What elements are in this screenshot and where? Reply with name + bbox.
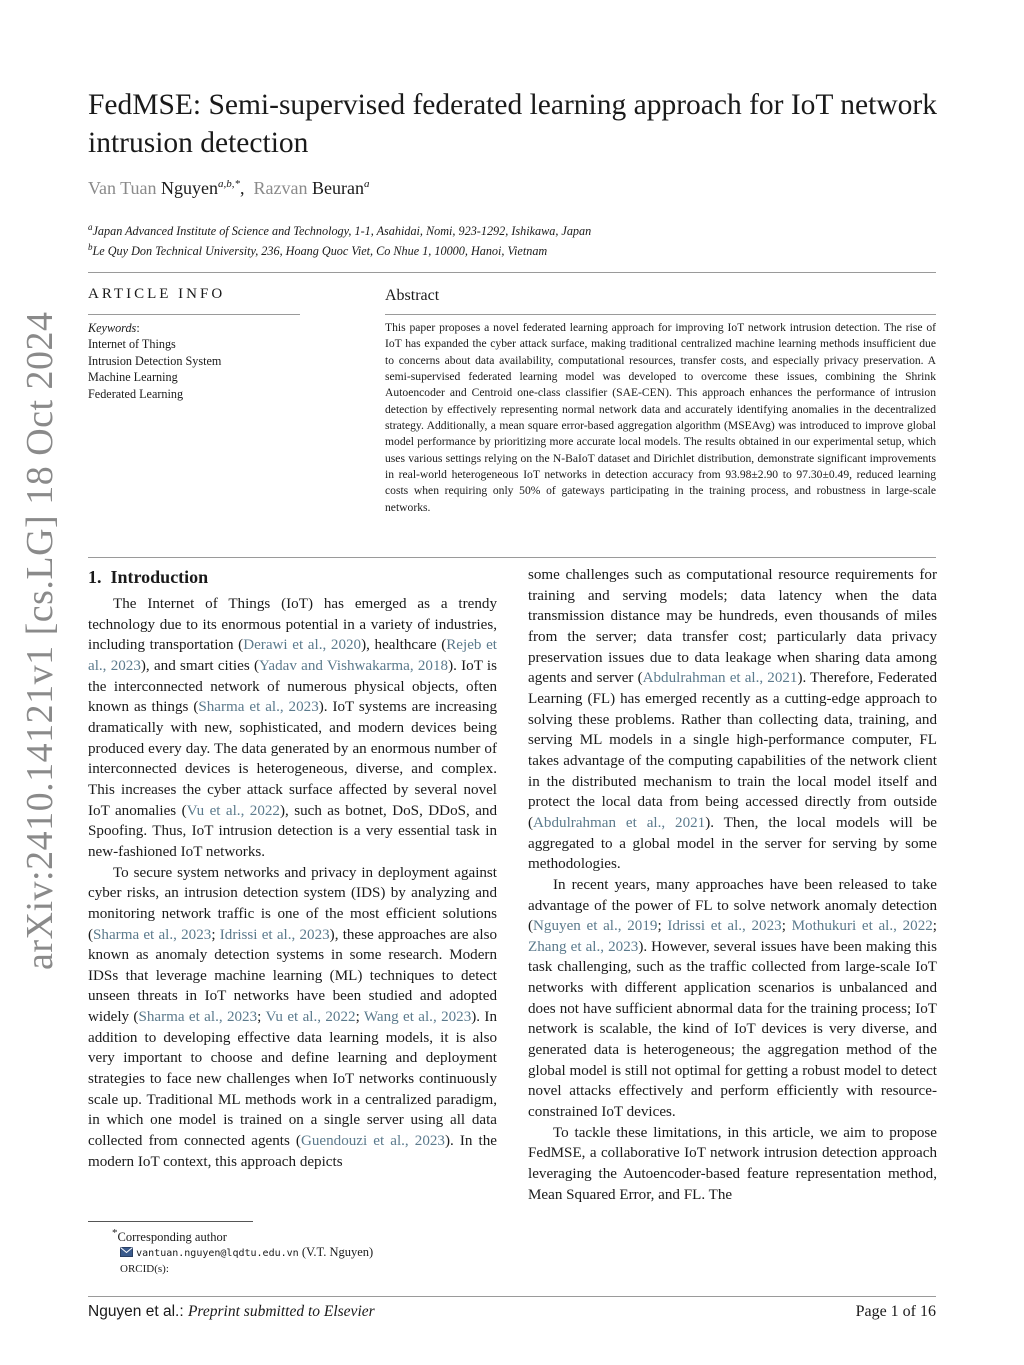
body-divider	[88, 557, 936, 558]
paragraph-text: ;	[657, 918, 668, 935]
paragraph	[528, 875, 937, 1123]
citation-link[interactable]: Mothukuri et al., 2022	[791, 918, 933, 935]
left-column	[88, 594, 497, 1172]
section-number: 1.	[88, 567, 102, 587]
keywords-label: Keywords	[88, 321, 137, 335]
paragraph-text: To tackle these limitations, in this article, we aim to propose FedMSE, a collaborative IoT network intrusion detection approach leveraging the Autoencoder-based feature representation method, Mean Squared Error, and FL. The	[528, 1124, 937, 1203]
paragraph	[88, 594, 497, 863]
paragraph-text: ;	[781, 918, 792, 935]
paragraph	[528, 565, 937, 875]
citation-link[interactable]: Wang et al., 2023	[363, 1009, 472, 1026]
author-given-name: Van Tuan	[88, 178, 157, 198]
citation-link[interactable]: Idrissi et al., 2023	[219, 926, 330, 943]
keyword: Federated Learning	[88, 386, 184, 401]
paragraph-text: ), these approaches are also known as anomaly detection systems in some research. Modern IDSs that leverage machine learning (ML) techniques to detect unseen threats in IoT networks have been studied and adopted widely (	[88, 926, 497, 1026]
paragraph-text: In recent years, many approaches have been released to take advantage of the power of FL to solve network anomaly detection (	[528, 876, 937, 935]
citation-link[interactable]: Sharma et al., 2023	[138, 1009, 258, 1026]
article-info-divider	[88, 314, 300, 315]
paragraph-text: ). However, several issues have been making this task challenging, such as the traffic collected from large-scale IoT networks with different application scenarios is unbalanced and does not have sufficient abnormal data for the training process; IoT network is scalable, the kind of IoT devices is very diverse, and generated data is heterogeneous; the aggregation method of the global model is still not optimal for getting a robust model to detect novel attacks effectively and perform efficiently with resource-constrained IoT devices.	[528, 938, 937, 1121]
abstract-heading: Abstract	[385, 287, 440, 304]
author-list: Van Tuan Nguyen$^{a,b,*}$, Razvan Beuran$^a$	[88, 178, 370, 198]
keyword: Machine Learning	[88, 370, 178, 385]
paragraph-text: ), and smart cities (	[140, 657, 259, 674]
keyword: Intrusion Detection System	[88, 353, 222, 368]
footer-left	[88, 1303, 375, 1321]
section-title: Introduction	[110, 567, 209, 587]
paragraph-text: ). Then, the local models will be aggregated to a global model in the server for serving by some methodologies.	[528, 814, 937, 873]
paragraph-text: ). IoT systems are increasing dramatically with new, sophisticated, and modern devices being produced every day. The data generated by an enormous number of interconnected devices is heterogeneous, diverse, and complex. This increases the cyber attack surface affected by several novel IoT anomalies (	[88, 699, 497, 819]
right-column	[528, 565, 937, 1205]
article-info-heading: ARTICLE INFO	[88, 286, 226, 302]
citation-link[interactable]: Derawi et al., 2020	[243, 637, 362, 654]
envelope-icon	[120, 1246, 133, 1261]
keyword: Internet of Things	[88, 337, 176, 352]
email-link[interactable]: vantuan.nguyen@lqdtu.edu.vn	[136, 1248, 299, 1259]
paragraph-text: ;	[257, 1009, 266, 1026]
citation-link[interactable]: Nguyen et al., 2019	[533, 918, 658, 935]
paragraph-text: ). Therefore, Federated Learning (FL) has emerged recently as a cutting-edge approach to solving these problems. Rather than collecting data, training, and serving ML models in a single high-performance computer, FL takes advantage of the computing capabilities of the network client in the distributed mechanism to train the local model itself and protect the local data from being accessed directly from outside (	[528, 670, 937, 831]
author-family-name: Nguyen	[161, 178, 219, 198]
footnote-label: Corresponding author	[117, 1230, 227, 1245]
footer-rule	[88, 1296, 936, 1297]
citation-link[interactable]: Abdulrahman et al., 2021	[533, 814, 706, 831]
paper-title: FedMSE: Semi-supervised federated learning approach for IoT network intrusion detection	[88, 89, 937, 159]
affiliation	[88, 222, 591, 239]
affiliation	[88, 242, 547, 259]
author-family-name: Beuran	[312, 178, 364, 198]
paragraph-text: The Internet of Things (IoT) has emerged as a trendy technology due to its enormous potential in a variety of industries, including transportation (	[88, 596, 497, 654]
author-marks: a	[364, 178, 370, 190]
paragraph-text: ), such as botnet, DoS, DDoS, and Spoofing. Thus, IoT intrusion detection is a very essential task in new-fashioned IoT networks.	[88, 802, 498, 860]
citation-link[interactable]: Vu et al., 2022	[265, 1009, 356, 1026]
footnote-orcid: ORCID(s):	[120, 1263, 169, 1275]
citation-link[interactable]: Vu et al., 2022	[186, 802, 280, 819]
email-owner: (V.T. Nguyen)	[301, 1245, 374, 1259]
citation-link[interactable]: Yadav and Vishwakarma, 2018	[258, 657, 449, 674]
author-given-name: Razvan	[253, 178, 308, 198]
paragraph-text: ;	[932, 918, 937, 935]
abstract-text: This paper proposes a novel federated learning approach for improving IoT network intrusion detection. The rise of IoT has expanded the cyber attack surface, making traditional centralized machine learning methods insufficient due to concerns about data availability, computational resources, transfer costs, and especially privacy preservation. A semi-supervised federated learning model was developed to overcome these issues, combining the Shrink Autoencoder and Centroid one-class classifier (SAE-CEN). This approach enhances the performance of intrusion detection by effectively representing normal network data and accurately identifying anomalies in the decentralized strategy. Additionally, a mean square error-based aggregation algorithm (MSEAvg) was introduced to improve global model performance by prioritizing more accurate local models. The results obtained in our experimental setup, which uses various settings relying on the N-BaIoT dataset and Dirichlet distribution, demonstrate significant improvements in real-world heterogeneous IoT networks in detection accuracy from 93.98±2.90 to 97.30±0.49, reduced learning costs when requiring only 50% of gateways participating in the training process, and robustness in large-scale networks.	[385, 321, 936, 514]
paragraph-text: ;	[211, 926, 220, 943]
keywords-block: Keywords: Internet of Things Intrusion Detection System Machine Learning Federated Learning	[88, 321, 222, 401]
affiliation-text: Le Quy Don Technical University, 236, Hoang Quoc Viet, Co Nhue 1, 10000, Hanoi, Vietnam	[92, 244, 548, 259]
footnote-email-line	[120, 1245, 373, 1261]
citation-link[interactable]: Sharma et al., 2023	[198, 699, 319, 716]
paragraph-text: some challenges such as computational resource requirements for training and serving models; data latency when the data transmission distance may be hundreds, even thousands of miles from the server; data transfer cost; particularly data privacy preservation issues due to data leakage when sharing data among agents and server (	[528, 567, 937, 687]
footer-author: Nguyen et al.:	[88, 1303, 184, 1320]
citation-link[interactable]: Idrissi et al., 2023	[667, 918, 782, 935]
footnote-rule	[88, 1221, 253, 1222]
footer-venue: Preprint submitted to Elsevier	[187, 1303, 375, 1320]
paragraph	[528, 1123, 937, 1206]
affiliation-mark: a	[88, 222, 93, 232]
paragraph-text: ). In the modern IoT context, this approach depicts	[88, 1133, 497, 1170]
paragraph-text: ;	[355, 1009, 364, 1026]
header-divider	[88, 272, 936, 273]
affiliation-text: Japan Advanced Institute of Science and Technology, 1-1, Asahidai, Nomi, 923-1292, Ishikawa, Japan	[92, 224, 592, 239]
citation-link[interactable]: Sharma et al., 2023	[93, 926, 212, 943]
footnote-corresponding	[112, 1227, 227, 1245]
affiliation-mark: b	[88, 242, 93, 252]
page-number: Page 1 of 16	[855, 1303, 936, 1320]
arxiv-stamp: arXiv:2410.14121v1 [cs.LG] 18 Oct 2024	[19, 311, 61, 970]
section-heading	[88, 567, 208, 588]
paragraph-text: ). IoT is the interconnected network of numerous physical objects, often known as things (	[88, 657, 498, 716]
citation-link[interactable]: Guendouzi et al., 2023	[300, 1133, 445, 1150]
citation-link[interactable]: Rejeb et al., 2023	[88, 637, 497, 674]
citation-link[interactable]: Abdulrahman et al., 2021	[642, 670, 798, 687]
abstract-divider	[385, 314, 936, 315]
paragraph	[88, 863, 497, 1173]
footnote-mark: *	[112, 1227, 118, 1239]
paragraph-text: ), healthcare (	[361, 637, 447, 654]
paragraph-text: ). In addition to developing effective data learning models, it is also very important to choose and define learning and deployment strategies to face new challenges when IoT networks continuously scale up. Traditional ML methods work in a centralized paradigm, in which one model is trained on a single server using all data collected from connected agents (	[88, 1009, 497, 1150]
citation-link[interactable]: Zhang et al., 2023	[528, 938, 639, 955]
paragraph-text: To secure system networks and privacy in deployment against cyber risks, an intrusion detection system (IDS) by analyzing and monitoring network traffic is one of the most efficient solutions (	[88, 864, 497, 943]
author-marks: a,b,*	[218, 178, 241, 190]
